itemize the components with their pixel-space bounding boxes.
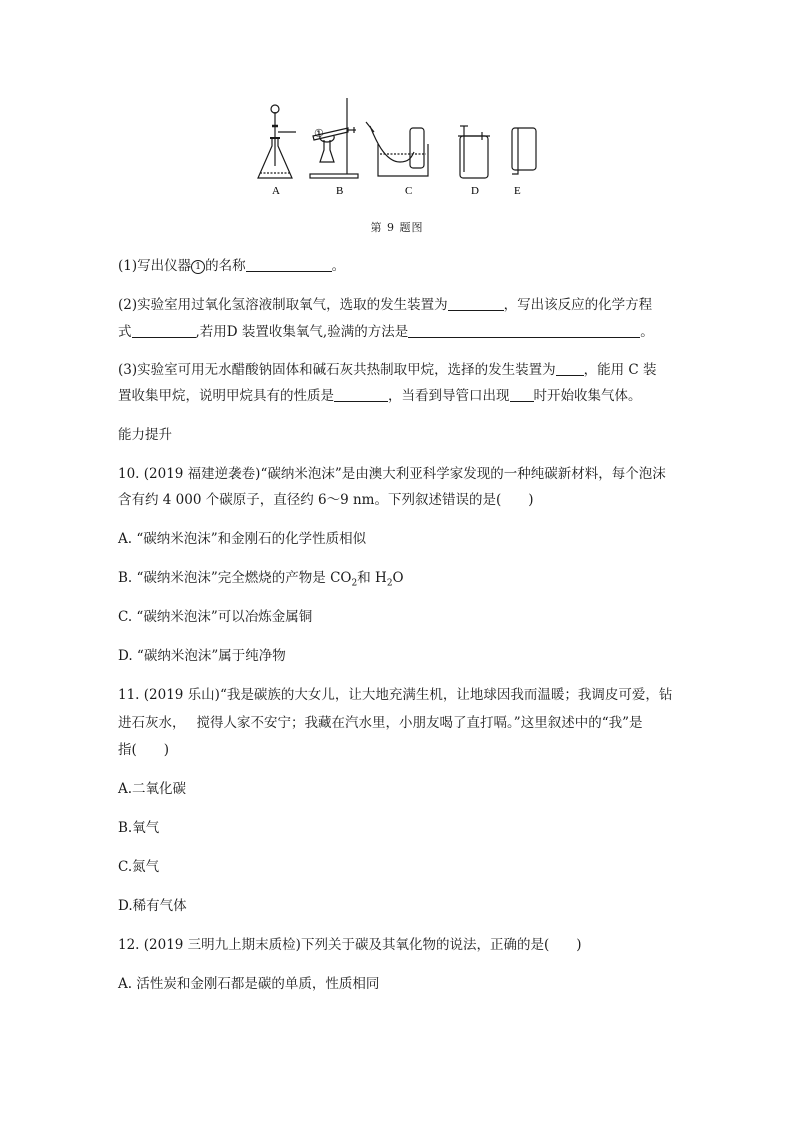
answer-blank[interactable] [334, 387, 388, 402]
q10-option-c: C. “碳纳米泡沫”可以冶炼金属铜 [118, 609, 313, 625]
q9-p3-text-b: ，能用 C 装 [583, 362, 657, 378]
label-c: C [405, 185, 413, 197]
apparatus-c [366, 122, 428, 176]
q11-option-d: D.稀有气体 [118, 898, 187, 914]
q11-stem-line2: 进石灰水， 搅得人家不安宁；我藏在汽水里，小朋友喝了直打嗝。”这里叙述中的“我”是 [118, 715, 643, 731]
q11-option-b: B.氧气 [118, 820, 160, 836]
q9-p2-end: 。 [640, 324, 654, 340]
q9-p1-text-a: (1)写出仪器 [118, 258, 192, 274]
q9-part3-line1 [118, 360, 657, 380]
q10-stem-line2: 含有约 4 000 个碳原子，直径约 6～9 nm。下列叙述错误的是( ) [118, 492, 534, 508]
q9-p2-text-c: 式 [118, 324, 132, 340]
label-a: A [272, 185, 280, 197]
answer-blank[interactable] [448, 296, 504, 311]
q9-part2-line1 [118, 295, 652, 315]
q9-p3-text-e: 时开始收集气体。 [533, 388, 642, 404]
q12-option-a: A. 活性炭和金刚石都是碳的单质，性质相同 [118, 976, 380, 992]
q9-p2-text-b: ，写出该反应的化学方程 [503, 297, 653, 313]
answer-blank[interactable] [132, 323, 196, 338]
answer-blank[interactable] [556, 361, 584, 376]
q10-b-text-c: O [392, 570, 404, 586]
answer-blank[interactable] [510, 387, 534, 402]
q10-option-d: D. “碳纳米泡沫”属于纯净物 [118, 648, 286, 664]
q9-p3-text-d: ，当看到导管口出现 [388, 388, 510, 404]
answer-blank[interactable] [408, 323, 640, 338]
q12-stem: 12. (2019 三明九上期末质检)下列关于碳及其氧化物的说法，正确的是( ) [118, 937, 582, 953]
q9-part3-line2 [118, 386, 642, 406]
q11-option-a: A.二氧化碳 [118, 781, 187, 797]
q9-p3-text-a: (3)实验室可用无水醋酸钠固体和碱石灰共热制取甲烷，选择的发生装置为 [118, 362, 556, 378]
q10-stem-line1: 10. (2019 福建逆袭卷)“碳纳米泡沫”是由澳大利亚科学家发现的一种纯碳新材料，每个泡沫 [118, 466, 666, 482]
q9-p2-text-d: ,若用D 装置收集氧气,验满的方法是 [195, 324, 409, 340]
circled-number: 1 [191, 260, 205, 274]
q10-option-a: A. “碳纳米泡沫”和金刚石的化学性质相似 [118, 531, 367, 547]
answer-blank[interactable] [246, 257, 332, 272]
apparatus-figure [250, 96, 550, 206]
figure-caption: 第 9 题图 [370, 221, 424, 234]
q9-p1-text-b: 的名称 [205, 258, 246, 274]
q10-b-sub2: 2 [386, 578, 393, 589]
q10-b-sub1: 2 [351, 578, 358, 589]
q10-b-text-b: 和 H [357, 570, 387, 586]
q10-option-b [118, 568, 404, 594]
label-b: B [336, 185, 344, 197]
label-d: D [471, 185, 479, 197]
apparatus-e [512, 128, 536, 174]
q9-p2-text-a: (2)实验室用过氧化氢溶液制取氧气，选取的发生装置为 [118, 297, 448, 313]
q9-p3-text-c: 置收集甲烷，说明甲烷具有的性质是 [118, 388, 334, 404]
section-heading: 能力提升 [118, 427, 172, 443]
q9-part1 [118, 256, 345, 276]
q9-part2-line2 [118, 322, 654, 342]
q11-stem-line3: 指( ) [118, 742, 170, 758]
apparatus-a [258, 105, 296, 178]
q10-b-text-a: B. “碳纳米泡沫”完全燃烧的产物是 CO [118, 570, 352, 586]
q11-stem-line1: 11. (2019 乐山)“我是碳族的大女儿，让大地充满生机，让地球因我而温暖；我调皮可爱，钻 [118, 687, 673, 703]
label-e: E [514, 185, 521, 197]
instrument-marker: ① [314, 128, 324, 140]
apparatus-d [458, 126, 490, 178]
q11-option-c: C.氮气 [118, 859, 160, 875]
q9-p1-end: 。 [331, 258, 346, 274]
